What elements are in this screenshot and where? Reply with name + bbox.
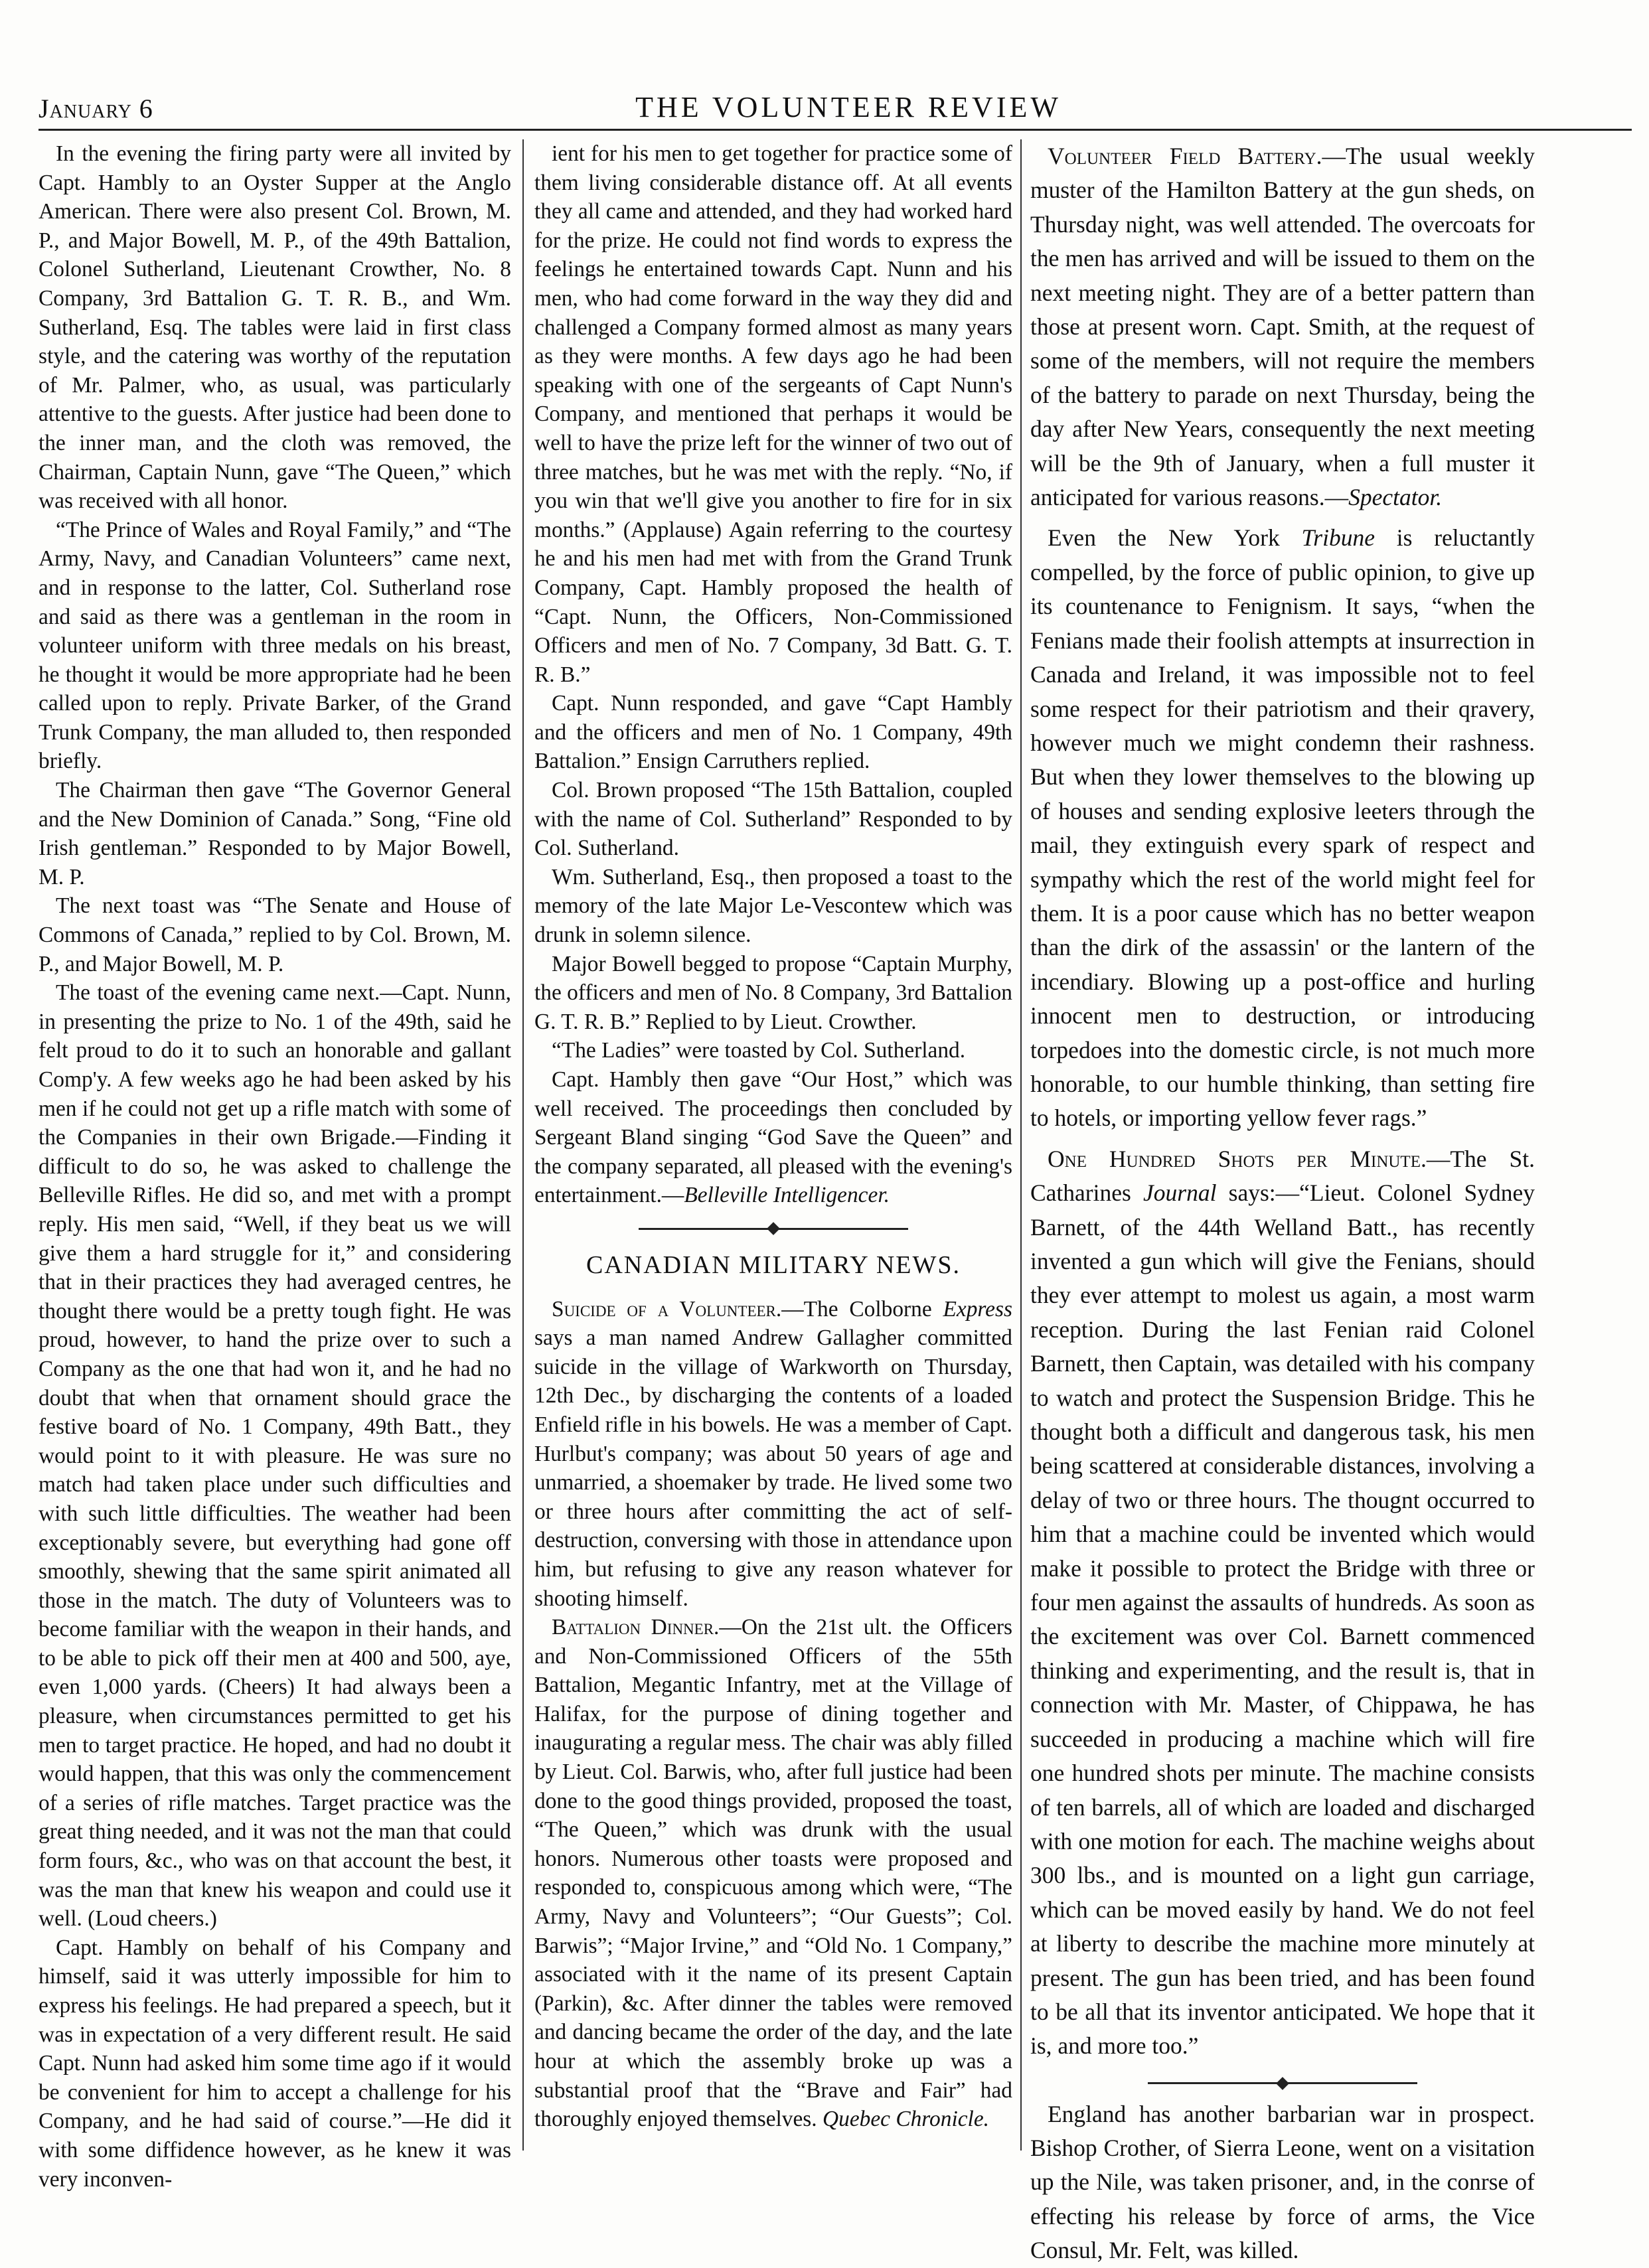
paragraph-text: Even the New York [1048,524,1302,552]
item-lead: Volunteer Field Battery. [1048,143,1322,169]
paragraph: Col. Brown proposed “The 15th Battalion, coupled with the name of Col. Sutherland” Responded to by Col. Sutherland. [534,778,1012,861]
paragraph: The toast of the evening came next.—Capt. Nunn, in presenting the prize to No. 1 of the 49th, said he felt proud to do it to such an honorable and gallant Comp'y. A few weeks ago he had been asked by his men if he could not get up a rifle match with some of the Companies in their own Brigade.—Finding it difficult to do so, he was asked to challenge the Belleville Rifles. He did so, and met with a prompt reply. His men said, “Well, if they beat us we will give them a hard struggle for it,” and considering that in their practices they had averaged centres, he thought there would be a pretty tough fight. He was proud, however, to hand the prize over to such a Company as the one that had won it, and he had no doubt that when that ornament should grace the festive board of No. 1 Company, 49th Batt., they would point to it with pleasure. He was sure no match had taken place under such difficulties and with such little difficulties. The weather had been exceptionably severe, but everything had gone off smoothly, shewing that the same spirit animated all those in the match. The duty of Volunteers was to become familiar with the weapon in their hands, and to be able to pick off their men at 400 and 500, aye, even 1,000 yards. (Cheers) It had always been a pleasure, when circumstances permitted to get his men to target practice. He hoped, and had no doubt it would happen, that this was only the commencement of a series of rifle matches. Target practice was the great thing needed, and it was not the man that could form fours, &c., who was on that account the best, it was the man that knew his weapon and could use it well. (Loud cheers.) [39,980,511,1931]
paper-name: Tribune [1301,524,1375,552]
paragraph: “The Prince of Wales and Royal Family,” and “The Army, Navy, and Canadian Volunteers” came next, and in response to the latter, Col. Sutherland rose and said as there was a gentleman in the room in volunteer uniform with three medals on his breast, he thought it would be more appropriate had he been called upon to reply. Private Barker, of the Grand Trunk Company, the man alluded to, then responded briefly. [39,517,511,774]
paper-name: Journal [1143,1179,1217,1207]
paragraph [1030,1142,1535,2064]
column-divider [522,139,524,2151]
section-heading: CANADIAN MILITARY NEWS. [586,1250,961,1279]
paragraph: In the evening the firing party were all invited by Capt. Hambly to an Oyster Supper at the Anglo American. There were also present Col. Brown, M. P., and Major Bowell, M. P., of the 49th Battalion, Colonel Sutherland, Lieutenant Crowther, No. 8 Company, 3rd Battalion G. T. R. B., and Wm. Sutherland, Esq. The tables were laid in first class style, and the catering was worthy of the reputation of Mr. Palmer, who, as usual, was particularly attentive to the guests. After justice had been done to the inner man, and the cloth was removed, the Chairman, Captain Nunn, gave “The Queen,” which was received with all honor. [39,141,511,514]
paragraph: Capt. Hambly on behalf of his Company and himself, said it was utterly impossible for him to express his feelings. He had prepared a speech, but it was in expectation of a very different result. He said Capt. Nunn had asked him some time ago if it would be convenient for him to accept a challenge for his Company, and he had said of course.”—He did it with some diffidence however, as he knew it was very inconven- [39,1935,511,2192]
paragraph: The Chairman then gave “The Governor General and the New Dominion of Canada.” Song, “Fine old Irish gentleman.” Responded to by Major Bowell, M. P. [39,778,511,889]
page-header [39,93,1632,130]
paragraph [534,1065,1012,1210]
source-credit: Belleville Intelligencer. [684,1183,890,1208]
section-divider [534,1221,1012,1234]
item-lead: Suicide of a Volunteer. [552,1296,782,1322]
paragraph [534,1613,1012,2134]
item-lead: One Hundred Shots per Minute. [1048,1145,1427,1172]
paragraph-text: says:—“Lieut. Colonel Sydney Barnett, of the 44th Welland Batt., has recently invented a gun which will give the Fenians, should they ever attempt to molest us again, a most warm reception. During the last Fenian raid Colonel Barnett, then Captain, was detailed with his company to watch and protect the Suspension Bridge. This he thought both a difficult and dangerous task, his men being scattered at considerable distances, involving a delay of two or three hours. The thougnt occurred to him that a machine could be invented which would make it possible to protect the Bridge with three or four men against the assaults of hundreds. As soon as the excitement was over Col. Barnett commenced thinking and experimenting, and the result is, that in connection with Mr. Master, of Chippawa, he has succeeded in producing a machine which will fire one hundred shots per minute. The machine consists of ten barrels, all of which are loaded and discharged with one motion for each. The machine weighs about 300 lbs., and is mounted on a light gun carriage, which can be moved easily by hand. We do not feel at liberty to describe the machine more minutely at present. The gun has been tried, and has been found to be all that its inventor anticipated. We hope that it is, and more too.” [1030,1179,1535,2060]
section-divider [1030,2074,1535,2088]
paragraph-text: —The Colborne [781,1296,943,1322]
paragraph: England has another barbarian war in prospect. Bishop Crother, of Sierra Leone, went on a visitation up the Nile, was taken prisoner, and, in the conrse of effecting his release by force of arms, the Vice Consul, Mr. Felt, was killed. [1030,2100,1535,2264]
paragraph-text: —The usual weekly muster of the Hamilton Battery at the gun sheds, on Thursday night, was well attended. The overcoats for the men has arrived and will be issued to them on the next meeting night. They are of a better pattern than those at present worn. Capt. Smith, at the request of some of the members, will not require the members of the battery to parade on next Thursday, being the day after New Years, consequently the next meeting will be the 9th of January, when a full muster it anticipated for various reasons.— [1030,143,1535,511]
paragraph [1030,139,1535,514]
paragraph: Major Bowell begged to propose “Captain Murphy, the officers and men of No. 8 Company, 3rd Battalion G. T. R. B.” Replied to by Lieut. Crowther. [534,951,1012,1034]
paragraph-text: says a man named Andrew Gallagher committed suicide in the village of Warkworth on Thursday, 12th Dec., by discharging the contents of a loaded Enfield rifle in his bowels. He was a member of Capt. Hurlbut's company; was about 50 years of age and unmarried, a shoemaker by trade. He lived some two or three hours after committing the act of self-destruction, conversing with those in attendance upon him, but refusing to give any reason whatever for shooting himself. [534,1325,1012,1611]
paragraph [1030,521,1535,1135]
column-divider [1020,139,1022,2151]
issue-date: January 6 [39,94,153,123]
masthead-title: THE VOLUNTEER REVIEW [635,91,1061,123]
paragraph-text: —On the 21st ult. the Officers and Non-Commissioned Officers of the 55th Battalion, Megantic Infantry, met at the Village of Halifax, for the purpose of dining together and inaugurating a regular mess. The chair was ably filled by Lieut. Col. Barwis, who, after full justice had been done to the good things provided, proposed the toast, “The Queen,” which was drunk with the usual honors. Numerous other toasts were proposed and responded to, conspicuous among which were, “The Army, Navy and Volunteers”; “Our Guests”; Col. Barwis”; “Major Irvine,” and “Old No. 1 Company,” associated with it the name of its present Captain (Parkin), &c. After dinner the tables were removed and dancing became the order of the day, and the late hour at which the assembly broke up was a substantial proof that the “Brave and Fair” had thoroughly enjoyed themselves. [534,1615,1012,2132]
paragraph: ient for his men to get together for practice some of them living considerable distance off. At all events they all came and attended, and they had worked hard for the prize. He could not find words to express the feelings he entertained towards Capt. Nunn and his men, who had come forward in the way they did and challenged a Company formed almost as many years as they were months. A few days ago he had been speaking with one of the sergeants of Capt Nunn's Company, and mentioned that perhaps it would be well to have the prize left for the winner of two out of three matches, but he was met with the reply. “No, if you win that we'll give you another to fire for in six months.” (Applause) Again referring to the courtesy he and his men had met with from the Grand Trunk Company, Capt. Hambly proposed the health of “Capt. Nunn, the Officers, Non-Commissioned Officers and men of No. 7 Company, 3d Batt. G. T. R. B.” [534,141,1012,687]
paragraph-text: —The St. Catharines [1030,1145,1535,1207]
source-credit: Quebec Chronicle. [823,2107,989,2132]
paragraph: Wm. Sutherland, Esq., then proposed a toast to the memory of the late Major Le-Vescontew which was drunk in solemn silence. [534,864,1012,948]
paragraph-text: is reluctantly compelled, by the force of public opinion, to give up its countenance to Fenignism. It says, “when the Fenians made their foolish attempts at insurrection in Canada and Ireland, it was impossible not to feel some respect for their patriotism and their qravery, however much we might condemn their rashness. But when they lower themselves to the blowing up of houses and sending explosive leeters through the mail, they extinguish every spark of respect and sympathy which the rest of the world might feel for them. It is a poor cause which has no better weapon than the dirk of the assassin' or the lantern of the incendiary. Blowing up a post-office and hurling innocent men to destruction, or introducing torpedoes into the domestic circle, is not much more honorable, to our humble thinking, than setting fire to hotels, or importing yellow fever rags.” [1030,524,1535,1132]
paragraph: The next toast was “The Senate and House of Commons of Canada,” replied to by Col. Brown, M. P., and Major Bowell, M. P. [39,893,511,976]
paragraph: “The Ladies” were toasted by Col. Sutherland. [552,1038,966,1063]
column-3 [1030,139,1535,2264]
paragraph [534,1295,1012,1614]
source-credit: Spectator. [1348,484,1443,511]
paragraph-text: Capt. Hambly then gave “Our Host,” which was well received. The proceedings then concluded by Sergeant Bland singing “God Save the Queen” and the company separated, all pleased with the evening's entertainment.— [534,1067,1012,1208]
item-lead: Battalion Dinner. [552,1615,720,1640]
paragraph: Capt. Nunn responded, and gave “Capt Hambly and the officers and men of No. 1 Company, 49th Battalion.” Ensign Carruthers replied. [534,691,1012,774]
paper-name: Express [943,1296,1012,1322]
column-1 [39,139,511,2192]
header-rule [39,129,1632,131]
column-2 [534,139,1012,2184]
